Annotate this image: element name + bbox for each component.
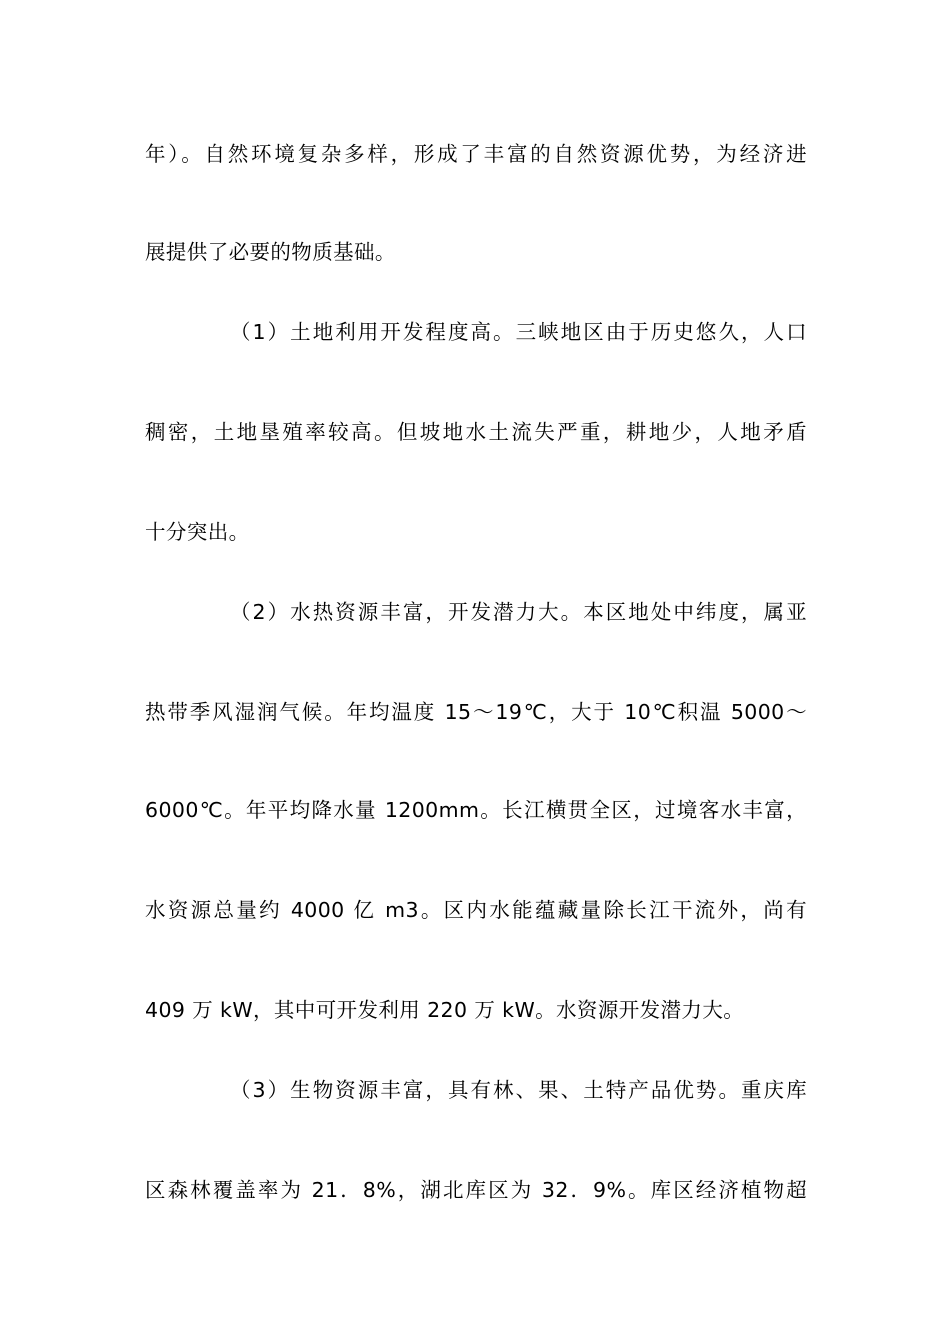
paragraph-1-heading-line: （1）土地利用开发程度高。三峡地区由于历史悠久，人口	[230, 320, 807, 344]
text-line-10: 409 万 kW，其中可开发利用 220 万 kW。水资源开发潜力大。	[145, 998, 745, 1022]
paragraph-3-heading-line: （3）生物资源丰富，具有林、果、土特产品优势。重庆库	[230, 1078, 807, 1102]
text-line-1: 年）。自然环境复杂多样，形成了丰富的自然资源优势，为经济进	[145, 142, 807, 166]
text-line-7: 热带季风湿润气候。年均温度 15～19℃，大于 10℃积温 5000～	[145, 700, 807, 724]
paragraph-2-heading-line: （2）水热资源丰富，开发潜力大。本区地处中纬度，属亚	[230, 600, 807, 624]
text-line-9: 水资源总量约 4000 亿 m3。区内水能蕴藏量除长江干流外，尚有	[145, 898, 807, 922]
text-line-12: 区森林覆盖率为 21．8%，湖北库区为 32．9%。库区经济植物超	[145, 1178, 807, 1202]
text-line-5: 十分突出。	[145, 520, 250, 544]
text-line-8: 6000℃。年平均降水量 1200mm。长江横贯全区，过境客水丰富，	[145, 798, 807, 822]
text-line-2: 展提供了必要的物质基础。	[145, 240, 396, 264]
text-line-4: 稠密，土地垦殖率较高。但坡地水土流失严重，耕地少，人地矛盾	[145, 420, 807, 444]
